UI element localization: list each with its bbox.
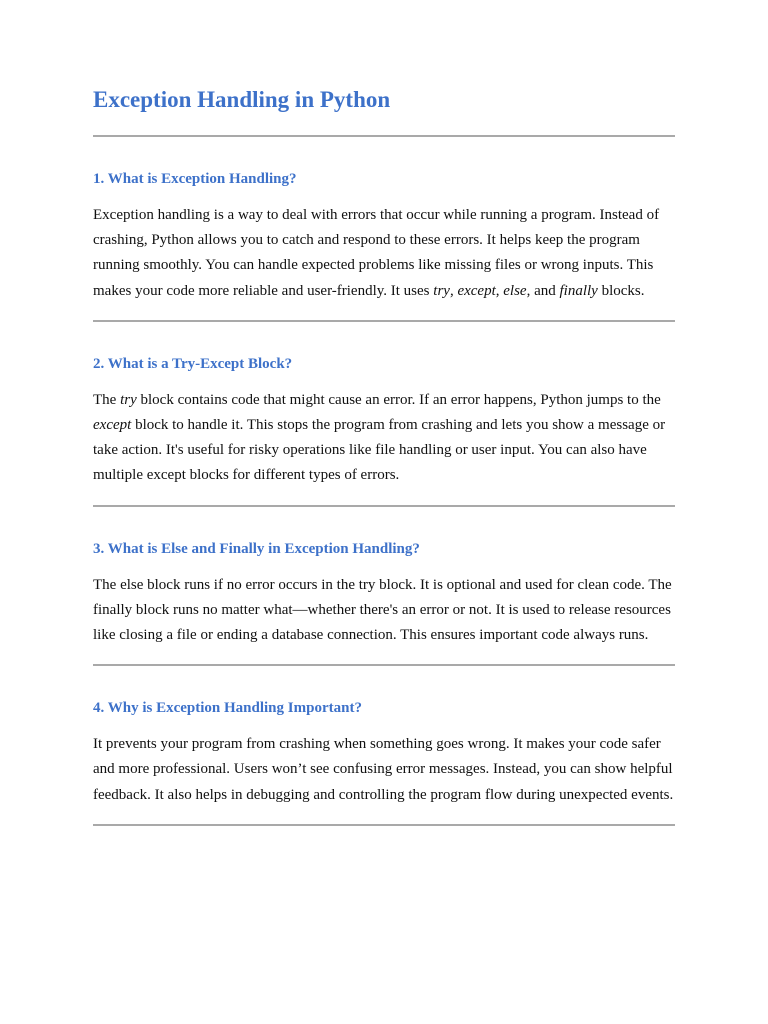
section-paragraph xyxy=(93,732,675,808)
text-run-italic: try xyxy=(433,282,450,299)
text-run-italic: except xyxy=(93,417,132,434)
text-run: blocks. xyxy=(597,282,645,299)
section-paragraph xyxy=(93,388,675,489)
text-run: , xyxy=(449,282,458,299)
sections-container xyxy=(93,137,675,826)
text-run-italic: finally xyxy=(559,282,598,299)
section-what-is-exception-handling xyxy=(93,137,675,322)
section-heading: 2. What is a Try-Except Block? xyxy=(93,355,293,372)
text-run: block contains code that might cause an error. If an error happens, Python jumps to the xyxy=(136,391,661,408)
document-title: Exception Handling in Python xyxy=(93,87,391,112)
section-else-and-finally xyxy=(93,507,675,667)
text-run: block to handle it. This stops the program from crashing and lets you show a message or take action. It's useful for risky operations like file handling or user input. You can also have multiple except blocks for different types of errors. xyxy=(93,417,666,484)
text-run: The else block runs if no error occurs in the try block. It is optional and used for clean code. The finally block runs no matter what—whether there's an error or not. It is used to release resources like closing a file or ending a database connection. This ensures important code always runs. xyxy=(93,576,672,644)
section-heading: 3. What is Else and Finally in Exception Handling? xyxy=(93,540,420,557)
text-run: It prevents your program from crashing when something goes wrong. It makes your code safer and more professional. Users won’t see confusing error messages. Instead, you can show helpful feedback. It also helps in debugging and controlling the program flow during unexpected events. xyxy=(93,736,674,803)
text-run: The xyxy=(93,391,121,408)
text-run: , xyxy=(495,282,504,299)
section-paragraph xyxy=(93,573,675,649)
section-why-important xyxy=(93,666,675,826)
section-heading: 4. Why is Exception Handling Important? xyxy=(93,700,362,717)
text-run: Exception handling is a way to deal with errors that occur while running a program. Instead of crashing, Python allows you to catch and respond to these errors. It helps keep the program running smoothly. You can handle expected problems like missing files or wrong inputs. This makes your code more reliable and user-friendly. It uses xyxy=(93,207,660,299)
text-run-italic: except xyxy=(457,282,496,299)
section-try-except-block xyxy=(93,322,675,507)
section-paragraph xyxy=(93,203,675,304)
text-run: , and xyxy=(526,282,560,299)
section-heading: 1. What is Exception Handling? xyxy=(93,171,297,187)
section-divider xyxy=(93,824,675,826)
text-run-italic: try xyxy=(120,391,137,408)
text-run-italic: else xyxy=(503,282,527,299)
